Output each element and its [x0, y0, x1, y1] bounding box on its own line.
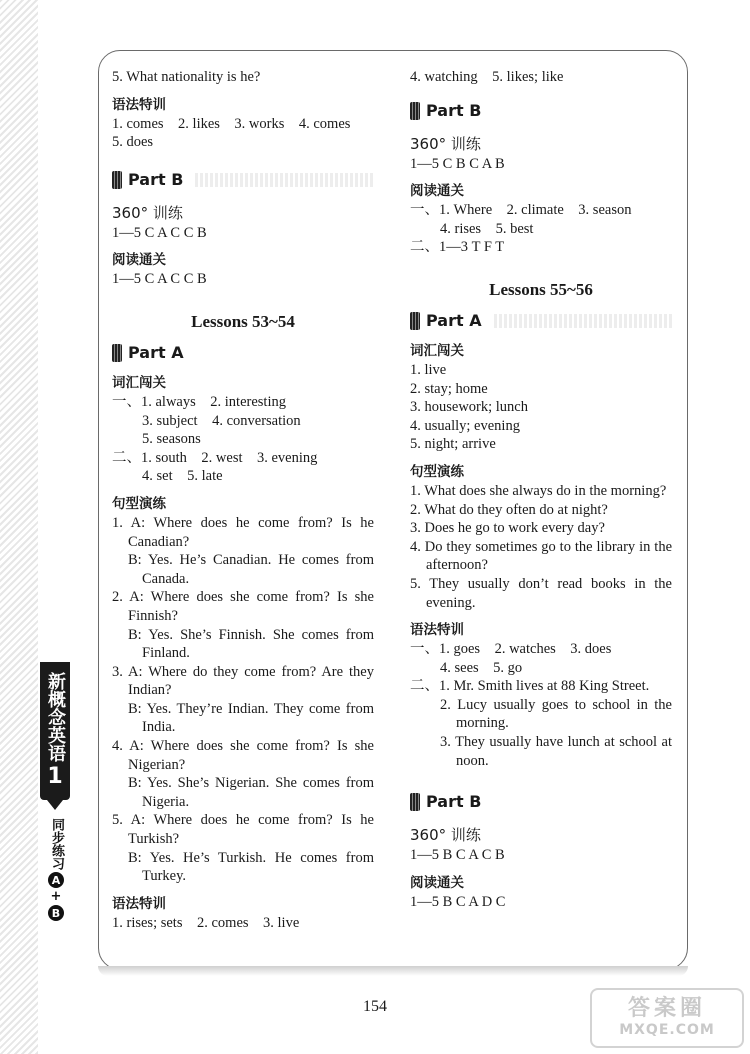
lesson-53-54-title: Lessons 53~54: [191, 311, 295, 331]
left-grammar-title: 语法特训: [112, 96, 166, 113]
dialogue-a: 3. A: Where do they come from? Are they Indian?: [112, 663, 374, 699]
right-training2-title: 360° 训练: [410, 826, 481, 845]
right-part-b-heading: [410, 99, 672, 123]
badge-b-icon: B: [48, 905, 64, 921]
right-sentence: 2. What do they often do at night?: [410, 501, 608, 518]
left-sentence-title: 句型演练: [112, 495, 166, 512]
frame-shadow: [98, 966, 688, 976]
left-vocab-line: 3. subject 4. conversation: [142, 412, 301, 429]
right-grammar-line: 二、1. Mr. Smith lives at 88 King Street.: [410, 678, 650, 695]
part-heading-bar: [494, 314, 672, 328]
dialogue-b: B: Yes. He’s Canadian. He comes from Canada.: [128, 552, 374, 587]
left-reading-title: 阅读通关: [112, 252, 166, 269]
right-vocab-title: 词汇闯关: [410, 342, 464, 359]
watermark-line-2: MXQE.COM: [619, 1022, 715, 1038]
lesson-55-56-title: Lessons 55~56: [489, 279, 593, 299]
right-top-line: 4. watching 5. likes; like: [410, 69, 564, 85]
left-margin-texture: [0, 0, 38, 1054]
left-training-title: 360° 训练: [112, 203, 183, 222]
left-vocab-line: 二、1. south 2. west 3. evening: [112, 449, 318, 466]
dialogue-a: 2. A: Where does she come from? Is she Finnish?: [112, 589, 374, 624]
left-column: [112, 68, 374, 932]
left-part-b-heading: [112, 168, 374, 192]
left-vocab-line: 5. seasons: [142, 431, 201, 448]
right-sentence-title: 句型演练: [410, 463, 464, 480]
right-sentence: 5. They usually don’t read books in the evening.: [410, 575, 672, 611]
right-reading2-title: 阅读通关: [410, 874, 464, 891]
part-marker-icon: [112, 171, 122, 189]
right-grammar-title: 语法特训: [410, 622, 464, 639]
part-heading-bar: [195, 173, 374, 187]
dialogue-b: B: Yes. She’s Nigerian. She comes from Nigeria.: [128, 775, 374, 810]
right-part-b2-heading: [410, 790, 672, 814]
right-vocab-line: 1. live: [410, 361, 447, 378]
left-part-b-title: Part B: [128, 169, 184, 189]
right-grammar-wrapped: 2. Lucy usually goes to school in the morning.: [440, 696, 672, 732]
side-tab-subtitle-block: [44, 818, 68, 923]
right-training2-answer: 1—5 B C A C B: [410, 847, 505, 864]
side-tab-subtitle: 同步练习: [49, 818, 64, 870]
part-marker-icon: [112, 344, 122, 362]
side-tab-level: 1: [47, 764, 63, 789]
dialogue-b: B: Yes. She’s Finnish. She comes from Finland.: [128, 626, 374, 662]
left-grammar-line-1: 1. comes 2. likes 3. works 4. comes: [112, 115, 351, 132]
right-reading2-answer: 1—5 B C A D C: [410, 893, 506, 910]
right-grammar-wrapped: 3. They usually have lunch at school at noon.: [440, 734, 672, 769]
left-vocab-line: 一、1. always 2. interesting: [112, 393, 286, 410]
right-part-b2-title: Part B: [426, 792, 482, 812]
right-vocab-line: 4. usually; evening: [410, 417, 520, 434]
dialogue-a: 5. A: Where does he come from? Is he Turkish?: [112, 812, 374, 848]
right-vocab-line: 2. stay; home: [410, 380, 488, 397]
right-vocab-line: 3. housework; lunch: [410, 399, 528, 416]
right-reading-title: 阅读通关: [410, 183, 464, 200]
right-training-answer: 1—5 C B C A B: [410, 155, 505, 172]
left-grammar2-title: 语法特训: [112, 895, 166, 912]
right-sentence: 1. What does she always do in the morning?: [410, 482, 667, 499]
dialogue-a: 1. A: Where does he come from? Is he Canadian?: [112, 514, 374, 550]
right-part-a-heading: [410, 309, 672, 333]
right-reading-line: 一、1. Where 2. climate 3. season: [410, 202, 632, 219]
part-marker-icon: [410, 102, 420, 120]
right-part-a-title: Part A: [426, 310, 482, 330]
part-marker-icon: [410, 312, 420, 330]
right-column: [410, 68, 672, 911]
watermark-line-1: 答案圈: [627, 996, 706, 1021]
right-grammar-line: 一、1. goes 2. watches 3. does: [410, 641, 612, 658]
side-tab-arrow-icon: [47, 800, 63, 810]
left-grammar-line-2: 5. does: [112, 134, 154, 151]
right-reading-line: 4. rises 5. best: [440, 220, 534, 237]
side-tab-title: 新概念英语: [45, 672, 66, 762]
right-sentence: 4. Do they sometimes go to the library in the afternoon?: [410, 538, 672, 574]
left-top-line: 5. What nationality is he?: [112, 69, 261, 85]
right-vocab-line: 5. night; arrive: [410, 436, 496, 453]
plus-sign: +: [50, 889, 62, 904]
left-vocab-line: 4. set 5. late: [142, 468, 223, 485]
left-part-a-title: Part A: [128, 342, 184, 362]
right-reading-line: 二、1—3 T F T: [410, 239, 505, 256]
left-part-a-heading: [112, 341, 374, 365]
left-grammar2-line: 1. rises; sets 2. comes 3. live: [112, 914, 300, 931]
right-sentence: 3. Does he go to work every day?: [410, 520, 605, 537]
page-number: 154: [363, 998, 387, 1015]
badge-a-icon: A: [48, 872, 64, 888]
left-training-answer: 1—5 C A C C B: [112, 224, 207, 241]
dialogue-b: B: Yes. They’re Indian. They come from India.: [128, 700, 374, 736]
left-reading-answer: 1—5 C A C C B: [112, 271, 207, 288]
right-part-b-title: Part B: [426, 100, 482, 120]
right-training-title: 360° 训练: [410, 134, 481, 153]
side-book-tab: [40, 662, 70, 800]
dialogue-a: 4. A: Where does she come from? Is she Nigerian?: [112, 738, 374, 773]
part-marker-icon: [410, 793, 420, 811]
left-vocab-title: 词汇闯关: [112, 374, 166, 391]
right-grammar-line: 4. sees 5. go: [440, 659, 523, 676]
dialogue-b: B: Yes. He’s Turkish. He comes from Turkey.: [128, 849, 374, 885]
watermark-logo: [590, 988, 744, 1048]
